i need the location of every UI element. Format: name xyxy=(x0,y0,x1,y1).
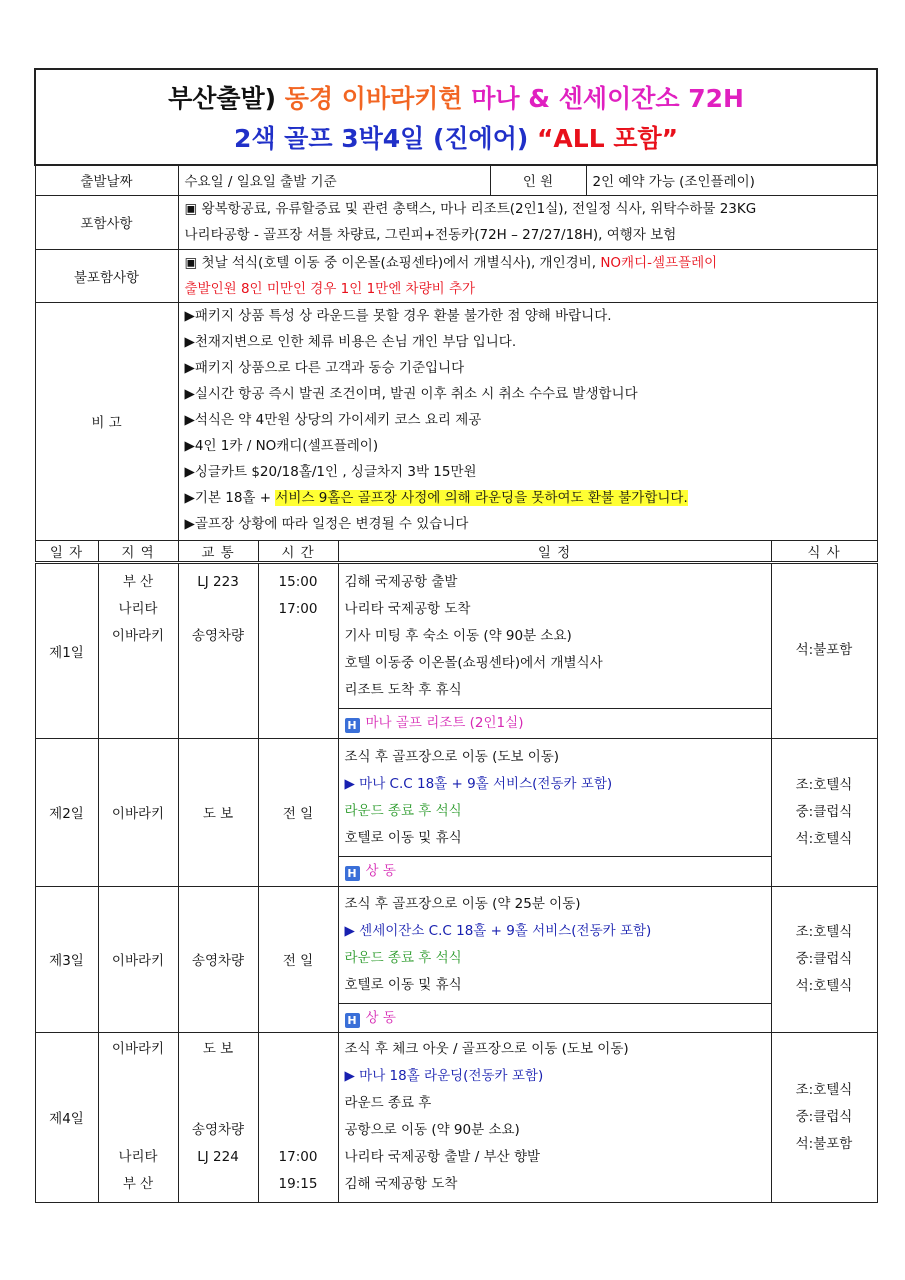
title-part: 2색 골프 3박4일 (진에어) xyxy=(233,124,537,153)
meal-item: 석:불포함 xyxy=(795,642,853,658)
day-meals xyxy=(771,738,877,886)
time-item xyxy=(265,1063,332,1090)
day-time xyxy=(258,562,338,738)
schedule-line: 나리타 국제공항 출발 / 부산 향발 xyxy=(344,1148,541,1165)
day-row xyxy=(35,562,877,738)
schedule-line: 라운드 종료 후 석식 xyxy=(344,949,462,966)
time-item: 15:00 xyxy=(278,573,318,590)
day-schedule xyxy=(338,886,771,1032)
day-meals xyxy=(771,562,877,738)
transport-item xyxy=(185,596,252,623)
day-schedule xyxy=(338,1032,771,1202)
transport-item xyxy=(185,1090,252,1117)
header-schedule: 일 정 xyxy=(338,540,771,562)
remark-item xyxy=(185,485,871,511)
hotel-name: 마나 골프 리조트 (2인1실) xyxy=(365,714,524,731)
remark-text: ▶기본 18홀 + xyxy=(184,489,276,506)
header-region: 지 역 xyxy=(98,540,178,562)
meal-item: 석:호텔식 xyxy=(795,830,853,847)
schedule-line: 김해 국제공항 출발 xyxy=(344,573,458,590)
schedule-course-line: ▶ 마나 18홀 라운딩(전동카 포함) xyxy=(344,1067,544,1084)
time-item: 19:15 xyxy=(278,1175,318,1192)
day-row xyxy=(35,886,877,1032)
schedule-line: 조식 후 체크 아웃 / 골프장으로 이동 (도보 이동) xyxy=(344,1040,629,1057)
day-time: 전 일 xyxy=(258,886,338,1032)
day-transport xyxy=(178,562,258,738)
schedule-line: 호텔로 이동 및 휴식 xyxy=(344,829,462,846)
remark-item: ▶석식은 약 4만원 상당의 가이세키 코스 요리 제공 xyxy=(184,411,482,428)
day-label: 제1일 xyxy=(35,562,98,738)
excluded-label: 불포함사항 xyxy=(35,249,178,302)
schedule-course-line: ▶ 센세이잔소 C.C 18홀 + 9홀 서비스(전동카 포함) xyxy=(344,922,652,939)
day-time: 전 일 xyxy=(258,738,338,886)
header-meal: 식 사 xyxy=(771,540,877,562)
hotel-name: 상 동 xyxy=(365,862,396,879)
remarks-label: 비 고 xyxy=(35,302,178,540)
time-item xyxy=(265,1090,332,1117)
title-box xyxy=(35,69,877,165)
itinerary-sheet xyxy=(34,68,876,1203)
remark-item: ▶골프장 상황에 따라 일정은 변경될 수 있습니다 xyxy=(184,515,469,532)
schedule-line: 조식 후 골프장으로 이동 (도보 이동) xyxy=(344,748,560,765)
title-line-1 xyxy=(42,79,870,119)
day-label: 제2일 xyxy=(35,738,98,886)
day-region: 이바라키 xyxy=(98,738,178,886)
excluded-cell xyxy=(178,249,877,302)
remark-item: ▶천재지변으로 인한 체류 비용은 손님 개인 부담 입니다. xyxy=(184,333,517,350)
transport-item: LJ 224 xyxy=(197,1148,239,1165)
remark-item: ▶패키지 상품으로 다른 고객과 동승 기준입니다 xyxy=(184,359,465,376)
transport-item: 송영차량 xyxy=(191,627,245,644)
day-row xyxy=(35,1032,877,1202)
region-item xyxy=(105,1117,172,1144)
meal-item: 석:호텔식 xyxy=(795,977,853,994)
remark-item: ▶패키지 상품 특성 상 라운드를 못할 경우 환불 불가한 점 양해 바랍니다. xyxy=(184,307,612,324)
meal-item: 조:호텔식 xyxy=(795,923,853,940)
remark-highlight: 서비스 9홀은 골프장 사정에 의해 라운딩을 못하여도 환불 불가합니다. xyxy=(275,489,688,506)
people-value: 2인 예약 가능 (조인플레이) xyxy=(586,165,877,195)
hotel-box xyxy=(339,1003,771,1032)
remark-item: ▶4인 1카 / NO캐디(셀프플레이) xyxy=(184,437,379,454)
time-item: 17:00 xyxy=(278,600,318,617)
region-item: 이바라키 xyxy=(111,627,165,644)
time-item: 17:00 xyxy=(278,1148,318,1165)
transport-item: 송영차량 xyxy=(191,1121,245,1138)
title-part: 마나 & 센세이잔소 72H xyxy=(471,84,744,113)
day-region xyxy=(98,1032,178,1202)
hotel-name: 상 동 xyxy=(365,1009,396,1026)
meal-item: 조:호텔식 xyxy=(795,1081,853,1098)
transport-item xyxy=(185,1171,252,1198)
day-transport: 도 보 xyxy=(178,738,258,886)
title-part: 동경 이바라키현 xyxy=(276,84,472,113)
remark-item: ▶싱글카트 $20/18홀/1인 , 싱글차지 3박 15만원 xyxy=(184,463,477,480)
departure-label: 출발날짜 xyxy=(35,165,178,195)
day-time xyxy=(258,1032,338,1202)
included-line: ▣ 왕복항공료, 유류할증료 및 관련 총택스, 마나 리조트(2인1실), 전일정 식사, 위탁수하물 23KG xyxy=(184,201,757,217)
schedule-line: 라운드 종료 후 xyxy=(344,1094,432,1111)
region-item: 나리타 xyxy=(118,600,158,617)
departure-value: 수요일 / 일요일 출발 기준 xyxy=(178,165,490,195)
schedule-line: 기사 미팅 후 숙소 이동 (약 90분 소요) xyxy=(344,627,572,644)
region-item: 나리타 xyxy=(118,1148,158,1165)
day-region xyxy=(98,562,178,738)
schedule-line: 라운드 종료 후 석식 xyxy=(344,802,462,819)
excluded-surcharge: 출발인원 8인 미만인 경우 1인 1만엔 차량비 추가 xyxy=(184,280,476,297)
region-item xyxy=(105,1063,172,1090)
excluded-no-caddie: NO캐디-셀프플레이 xyxy=(600,254,718,271)
included-cell xyxy=(178,195,877,249)
region-item: 부 산 xyxy=(122,1175,154,1192)
day-region: 이바라키 xyxy=(98,886,178,1032)
schedule-line: 김해 국제공항 도착 xyxy=(344,1175,458,1192)
meal-item: 중:클럽식 xyxy=(795,950,853,967)
meal-item: 중:클럽식 xyxy=(795,803,853,820)
header-time: 시 간 xyxy=(258,540,338,562)
included-line: 나리타공항 - 골프장 셔틀 차량료, 그린피+전동카(72H – 27/27/18H), 여행자 보험 xyxy=(184,227,677,243)
schedule-line: 리조트 도착 후 휴식 xyxy=(344,681,462,698)
day-label: 제3일 xyxy=(35,886,98,1032)
included-label: 포함사항 xyxy=(35,195,178,249)
hotel-h-icon: H xyxy=(345,718,360,733)
schedule-course-line: ▶ 마나 C.C 18홀 + 9홀 서비스(전동카 포함) xyxy=(344,775,613,792)
remarks-cell xyxy=(178,302,877,540)
schedule-line: 호텔로 이동 및 휴식 xyxy=(344,976,462,993)
day-meals xyxy=(771,886,877,1032)
meal-item: 석:불포함 xyxy=(795,1135,853,1152)
day-schedule xyxy=(338,738,771,886)
day-transport xyxy=(178,1032,258,1202)
people-label: 인 원 xyxy=(490,165,586,195)
hotel-box xyxy=(339,856,771,885)
hotel-h-icon: H xyxy=(345,866,360,881)
region-item xyxy=(105,1090,172,1117)
time-item xyxy=(265,1036,332,1063)
region-item: 부 산 xyxy=(122,573,154,590)
meal-item: 조:호텔식 xyxy=(795,776,853,793)
day-schedule xyxy=(338,562,771,738)
excluded-line xyxy=(185,250,871,276)
schedule-line: 조식 후 골프장으로 이동 (약 25분 이동) xyxy=(344,895,581,912)
title-part: 부산출발) xyxy=(168,84,277,113)
day-meals xyxy=(771,1032,877,1202)
schedule-line: 공항으로 이동 (약 90분 소요) xyxy=(344,1121,520,1138)
hotel-h-icon: H xyxy=(345,1013,360,1028)
schedule-line: 호텔 이동중 이온몰(쇼핑센타)에서 개별식사 xyxy=(344,654,603,671)
title-part: “ALL 포함” xyxy=(537,124,679,153)
transport-item: LJ 223 xyxy=(197,573,239,590)
header-transport: 교 통 xyxy=(178,540,258,562)
itinerary-table xyxy=(34,68,878,1203)
transport-item: 도 보 xyxy=(202,1040,234,1057)
day-label: 제4일 xyxy=(35,1032,98,1202)
schedule-line: 나리타 국제공항 도착 xyxy=(344,600,471,617)
day-transport: 송영차량 xyxy=(178,886,258,1032)
header-day: 일 자 xyxy=(35,540,98,562)
title-line-2 xyxy=(42,119,870,159)
remark-item: ▶실시간 항공 즉시 발권 조건이며, 발권 이후 취소 시 취소 수수료 발생합니다 xyxy=(184,385,638,402)
excluded-text: ▣ 첫날 석식(호텔 이동 중 이온몰(쇼핑센타)에서 개별식사), 개인경비, xyxy=(184,254,601,271)
hotel-box xyxy=(339,708,771,737)
day-row xyxy=(35,738,877,886)
time-item xyxy=(265,1117,332,1144)
transport-item xyxy=(185,1063,252,1090)
meal-item: 중:클럽식 xyxy=(795,1108,853,1125)
region-item: 이바라키 xyxy=(111,1040,165,1057)
